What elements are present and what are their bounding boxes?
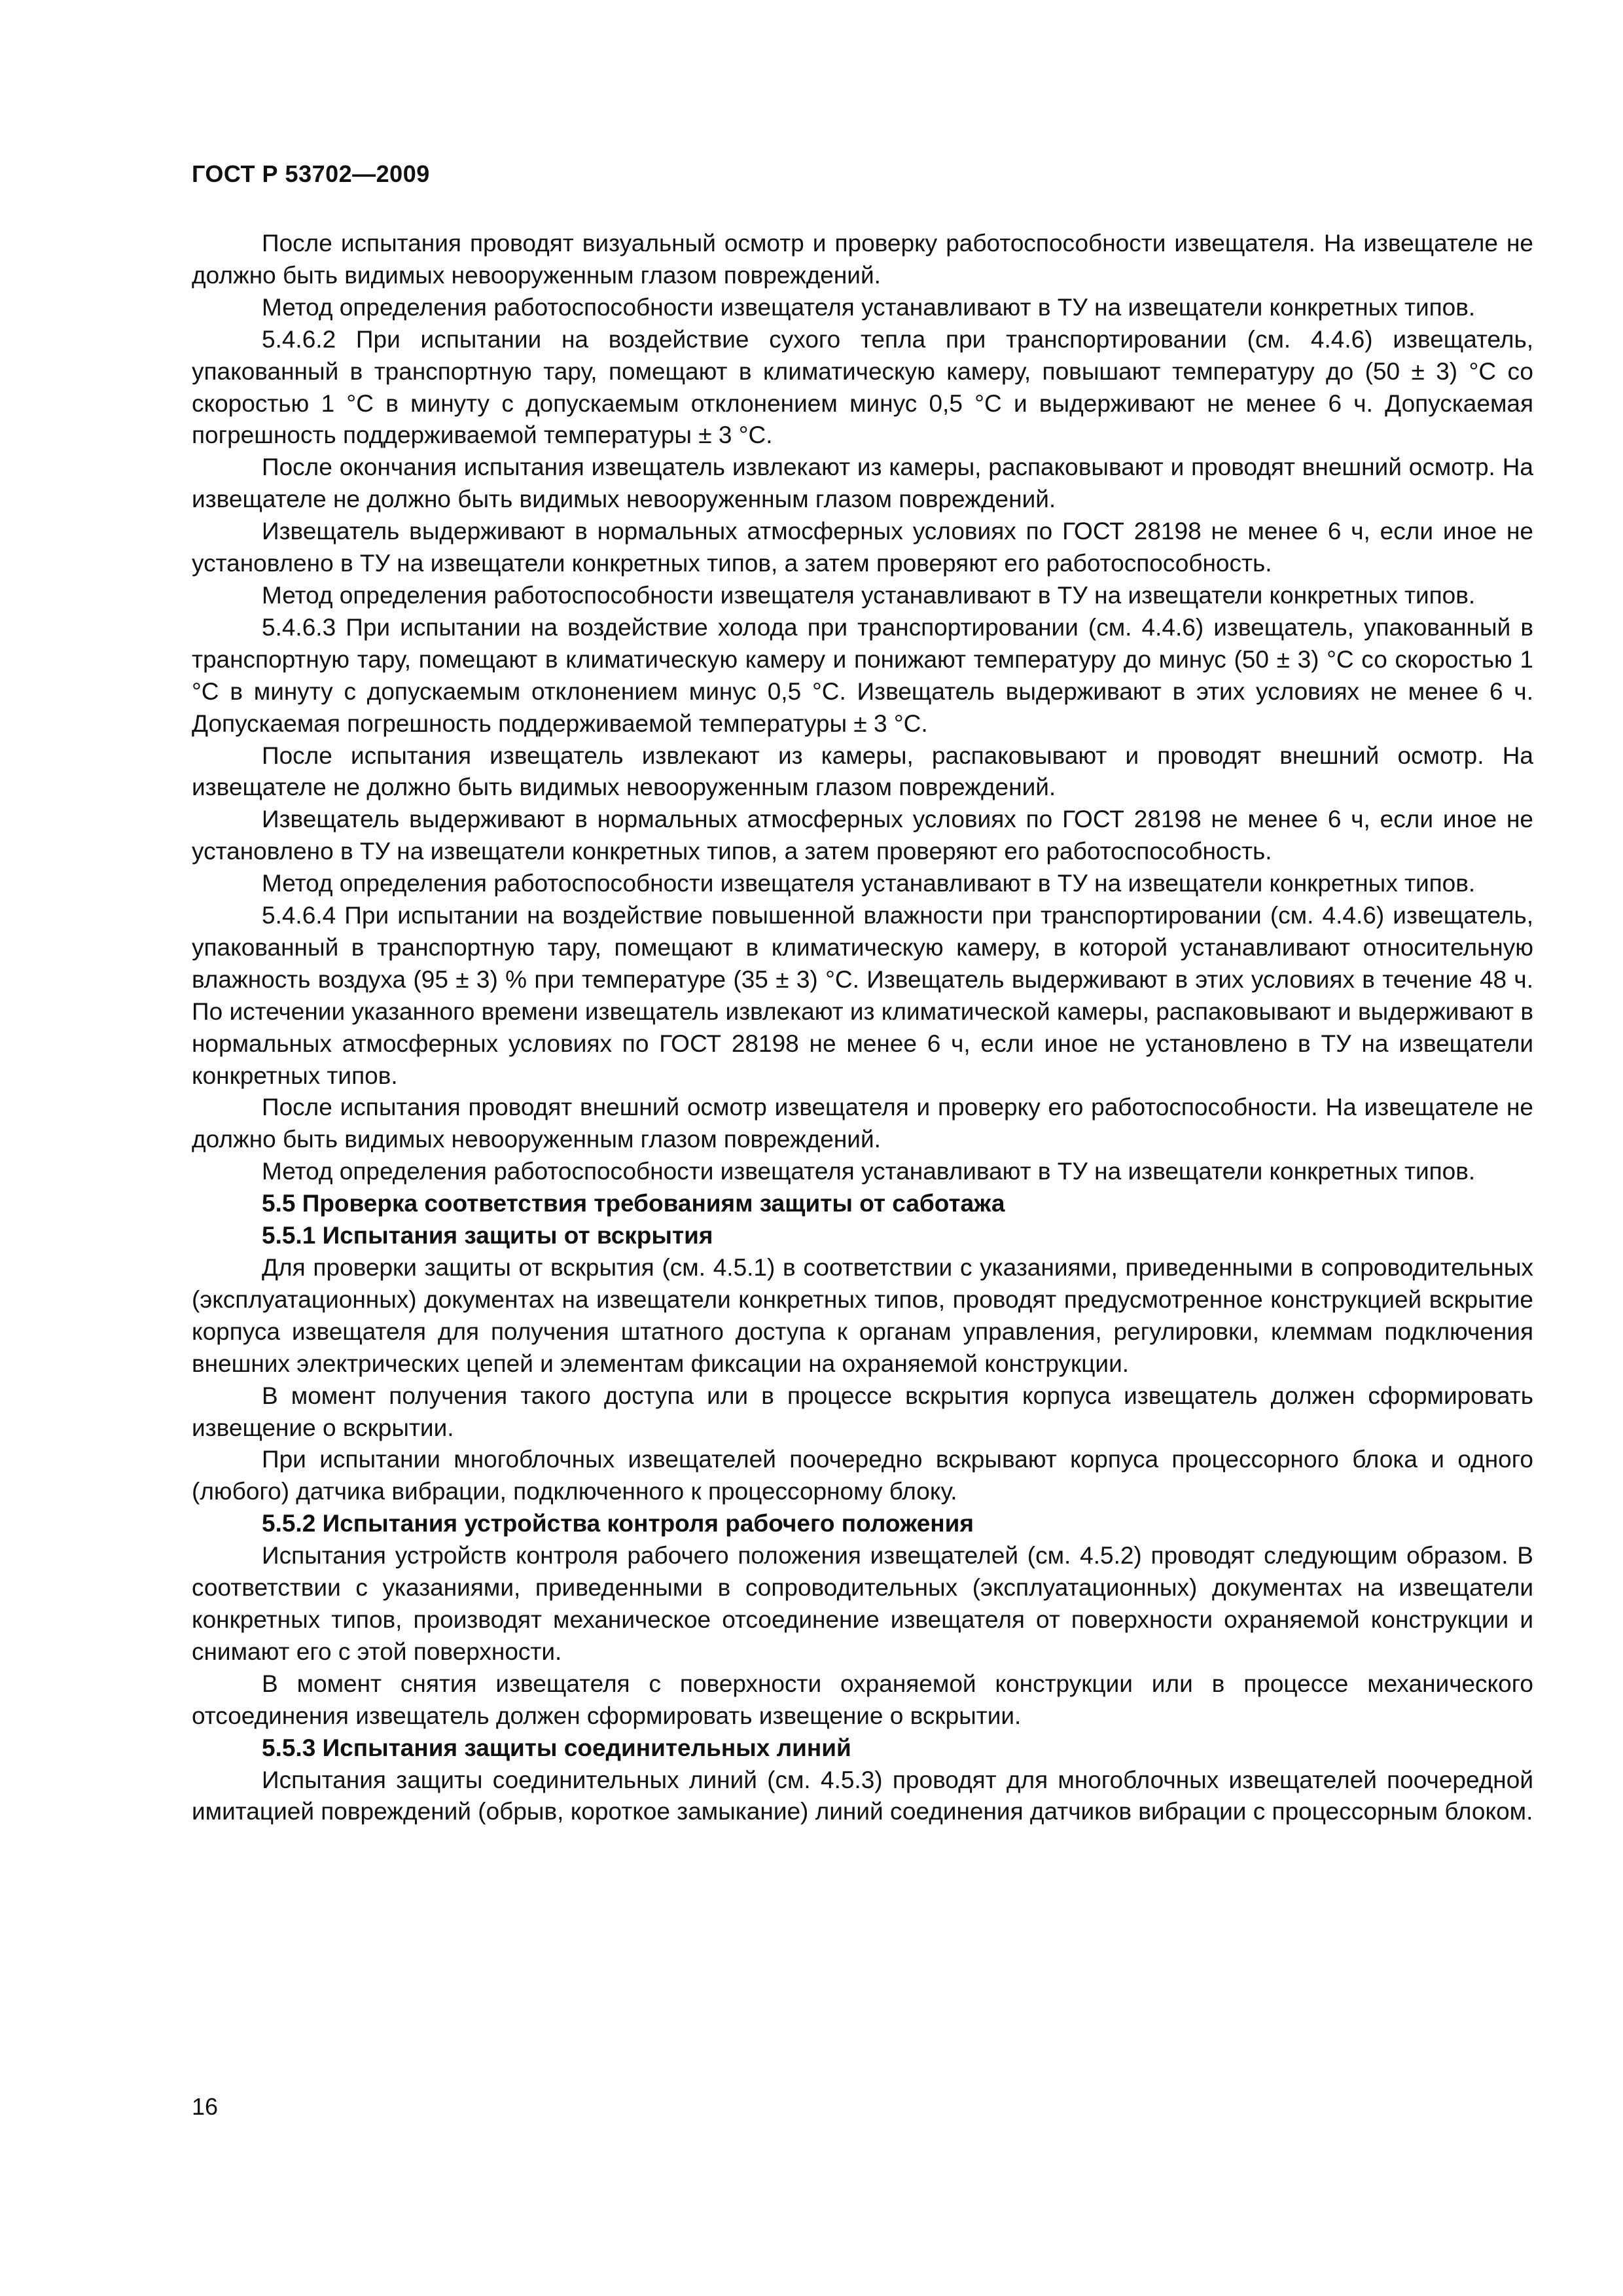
paragraph: Метод определения работоспособности извещателя устанавливают в ТУ на извещатели конкретных типов.: [262, 870, 1476, 897]
paragraph: Метод определения работоспособности извещателя устанавливают в ТУ на извещатели конкретных типов.: [262, 293, 1476, 321]
subsection-heading: 5.5.2 Испытания устройства контроля рабочего положения: [262, 1510, 974, 1537]
document-body: [192, 228, 1533, 1828]
paragraph: Испытания устройств контроля рабочего положения извещателей (см. 4.5.2) проводят следующим образом. В соответствии с указаниями, приведенными в сопроводительных (эксплуатационных) документах на извещатели конкретных типов, производят механическое отсоединение извещателя от поверхности охраняемой конструкции и снимают его с этой поверхности.: [192, 1542, 1533, 1665]
paragraph: После испытания проводят визуальный осмотр и проверку работоспособности извещателя. На извещателе не должно быть видимых невооруженным глазом повреждений.: [192, 230, 1533, 289]
paragraph: 5.4.6.2 При испытании на воздействие сухого тепла при транспортировании (см. 4.4.6) извещатель, упакованный в транспортную тару, помещают в климатическую камеру, повышают температуру до (50 ± 3) °С со скоростью 1 °С в минуту с допускаемым отклонением минус 0,5 °С и выдерживают не менее 6 ч. Допускаемая погрешность поддерживаемой температуры ± 3 °С.: [192, 325, 1533, 449]
paragraph: При испытании многоблочных извещателей поочередно вскрывают корпуса процессорного блока и одного (любого) датчика вибрации, подключенного к процессорному блоку.: [192, 1446, 1533, 1505]
paragraph: В момент снятия извещателя с поверхности охраняемой конструкции или в процессе механического отсоединения извещатель должен сформировать извещение о вскрытии.: [192, 1670, 1533, 1729]
paragraph: Метод определения работоспособности извещателя устанавливают в ТУ на извещатели конкретных типов.: [262, 1158, 1476, 1185]
document-code-header: ГОСТ Р 53702—2009: [192, 160, 430, 187]
paragraph: 5.4.6.4 При испытании на воздействие повышенной влажности при транспортировании (см. 4.4.6) извещатель, упакованный в транспортную тару, помещают в климатическую камеру, в которой устанавливают относительную влажность воздуха (95 ± 3) % при температуре (35 ± 3) °С. Извещатель выдерживают в этих условиях в течение 48 ч. По истечении указанного времени извещатель извлекают из климатической камеры, распаковывают и выдерживают в нормальных атмосферных условиях по ГОСТ 28198 не менее 6 ч, если иное не установлено в ТУ на извещатели конкретных типов.: [192, 902, 1533, 1089]
paragraph: Извещатель выдерживают в нормальных атмосферных условиях по ГОСТ 28198 не менее 6 ч, если иное не установлено в ТУ на извещатели конкретных типов, а затем проверяют его работоспособность.: [192, 518, 1533, 577]
paragraph: 5.4.6.3 При испытании на воздействие холода при транспортировании (см. 4.4.6) извещатель, упакованный в транспортную тару, помещают в климатическую камеру и понижают температуру до минус (50 ± 3) °С со скоростью 1 °С в минуту с допускаемым отклонением минус 0,5 °С. Извещатель выдерживают в этих условиях не менее 6 ч. Допускаемая погрешность поддерживаемой температуры ± 3 °С.: [192, 613, 1533, 737]
subsection-heading: 5.5.1 Испытания защиты от вскрытия: [262, 1222, 713, 1249]
paragraph: Для проверки защиты от вскрытия (см. 4.5.1) в соответствии с указаниями, приведенными в сопроводительных (эксплуатационных) документах на извещатели конкретных типов, проводят предусмотренное конструкцией вскрытие корпуса извещателя для получения штатного доступа к органам управления, регулировки, клеммам подключения внешних электрических цепей и элементам фиксации на охраняемой конструкции.: [192, 1254, 1533, 1377]
paragraph: В момент получения такого доступа или в процессе вскрытия корпуса извещатель должен сформировать извещение о вскрытии.: [192, 1382, 1533, 1441]
paragraph: Метод определения работоспособности извещателя устанавливают в ТУ на извещатели конкретных типов.: [262, 581, 1476, 609]
document-page: [192, 0, 1533, 2296]
paragraph: Испытания защиты соединительных линий (см. 4.5.3) проводят для многоблочных извещателей поочередной имитацией повреждений (обрыв, короткое замыкание) линий соединения датчиков вибрации с процессорным блоком.: [192, 1766, 1533, 1825]
section-heading: 5.5 Проверка соответствия требованиям защиты от саботажа: [262, 1190, 1005, 1217]
paragraph: После испытания проводят внешний осмотр извещателя и проверку его работоспособности. На извещателе не должно быть видимых невооруженным глазом повреждений.: [192, 1094, 1533, 1153]
paragraph: После испытания извещатель извлекают из камеры, распаковывают и проводят внешний осмотр. На извещателе не должно быть видимых невооруженным глазом повреждений.: [192, 742, 1533, 801]
paragraph: Извещатель выдерживают в нормальных атмосферных условиях по ГОСТ 28198 не менее 6 ч, если иное не установлено в ТУ на извещатели конкретных типов, а затем проверяют его работоспособность.: [192, 806, 1533, 865]
subsection-heading: 5.5.3 Испытания защиты соединительных линий: [262, 1734, 851, 1761]
page-number: 16: [192, 2093, 219, 2120]
paragraph: После окончания испытания извещатель извлекают из камеры, распаковывают и проводят внешний осмотр. На извещателе не должно быть видимых невооруженным глазом повреждений.: [192, 454, 1533, 513]
